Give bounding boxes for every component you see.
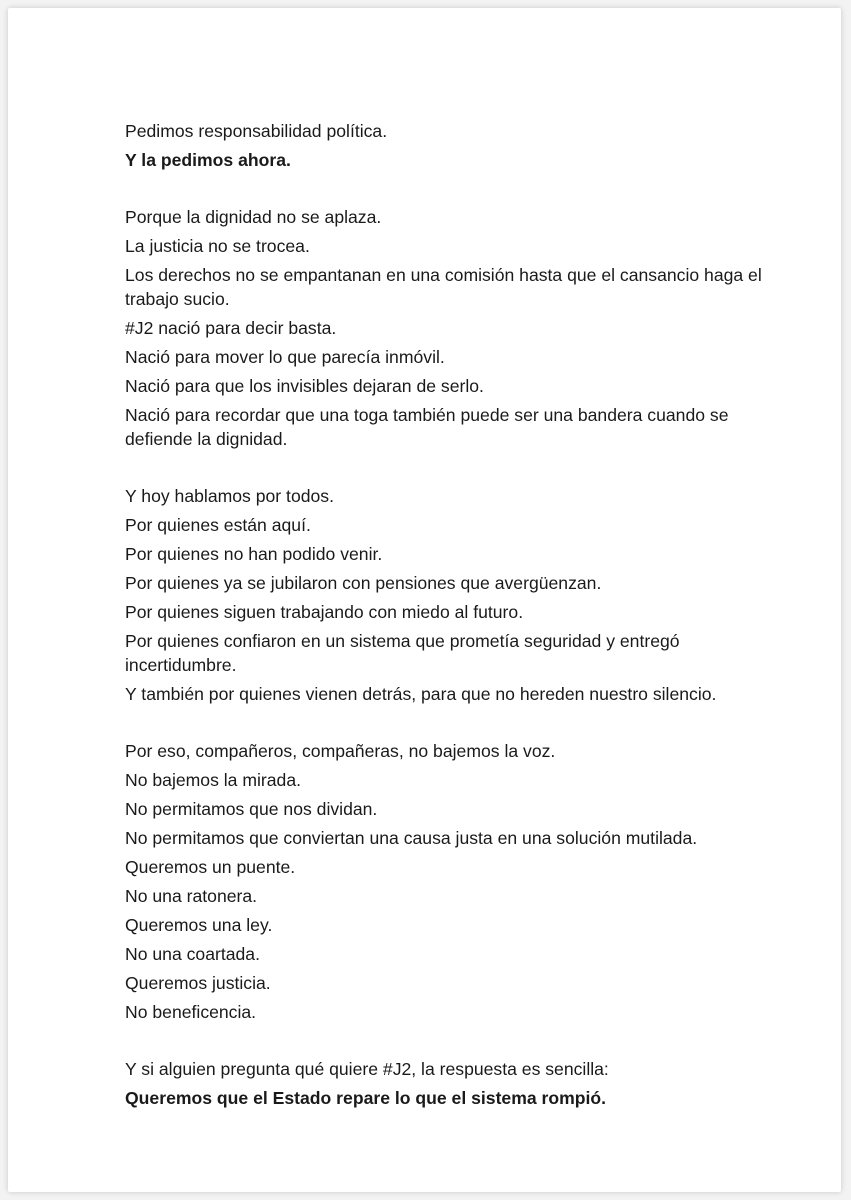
text-line: No bajemos la mirada. xyxy=(125,770,302,790)
text-line: La justicia no se trocea. xyxy=(125,236,310,256)
text-line: Por quienes ya se jubilaron con pensiones que avergüenzan. xyxy=(125,573,602,593)
text-line: Por eso, compañeros, compañeras, no bajemos la voz. xyxy=(125,741,556,761)
text-line: Y si alguien pregunta qué quiere #J2, la respuesta es sencilla: xyxy=(125,1059,609,1079)
text-line: No permitamos que nos dividan. xyxy=(125,799,378,819)
text-line: Queremos una ley. xyxy=(125,915,273,935)
text-line: Y también por quienes vienen detrás, para que no hereden nuestro silencio. xyxy=(125,684,717,704)
text-line-bold: Queremos que el Estado repare lo que el sistema rompió. xyxy=(125,1088,607,1108)
text-line: No una coartada. xyxy=(125,944,260,964)
text-line: Nació para que los invisibles dejaran de serlo. xyxy=(125,376,484,396)
text-line: #J2 nació para decir basta. xyxy=(125,318,337,338)
text-line: No una ratonera. xyxy=(125,886,258,906)
text-line: Nació para mover lo que parecía inmóvil. xyxy=(125,347,445,367)
text-line: No permitamos que conviertan una causa justa en una solución mutilada. xyxy=(125,828,698,848)
text-line: Nació para recordar que una toga también puede ser una bandera cuando se defiende la dignidad. xyxy=(125,405,729,449)
text-line: Porque la dignidad no se aplaza. xyxy=(125,207,382,227)
text-line: Queremos un puente. xyxy=(125,857,296,877)
text-line: Pedimos responsabilidad política. xyxy=(125,121,388,141)
document-page xyxy=(8,8,841,1192)
text-line: Queremos justicia. xyxy=(125,973,271,993)
text-line: Por quienes confiaron en un sistema que prometía seguridad y entregó incertidumbre. xyxy=(125,631,680,675)
text-line: Por quienes no han podido venir. xyxy=(125,544,383,564)
text-line: Por quienes están aquí. xyxy=(125,515,311,535)
text-line: Los derechos no se empantanan en una comisión hasta que el cansancio haga el trabajo sucio. xyxy=(125,265,762,309)
text-line: Y hoy hablamos por todos. xyxy=(125,486,334,506)
document-body xyxy=(125,119,785,1110)
text-line: No beneficencia. xyxy=(125,1002,257,1022)
text-line: Por quienes siguen trabajando con miedo al futuro. xyxy=(125,602,524,622)
text-line-bold: Y la pedimos ahora. xyxy=(125,150,291,170)
